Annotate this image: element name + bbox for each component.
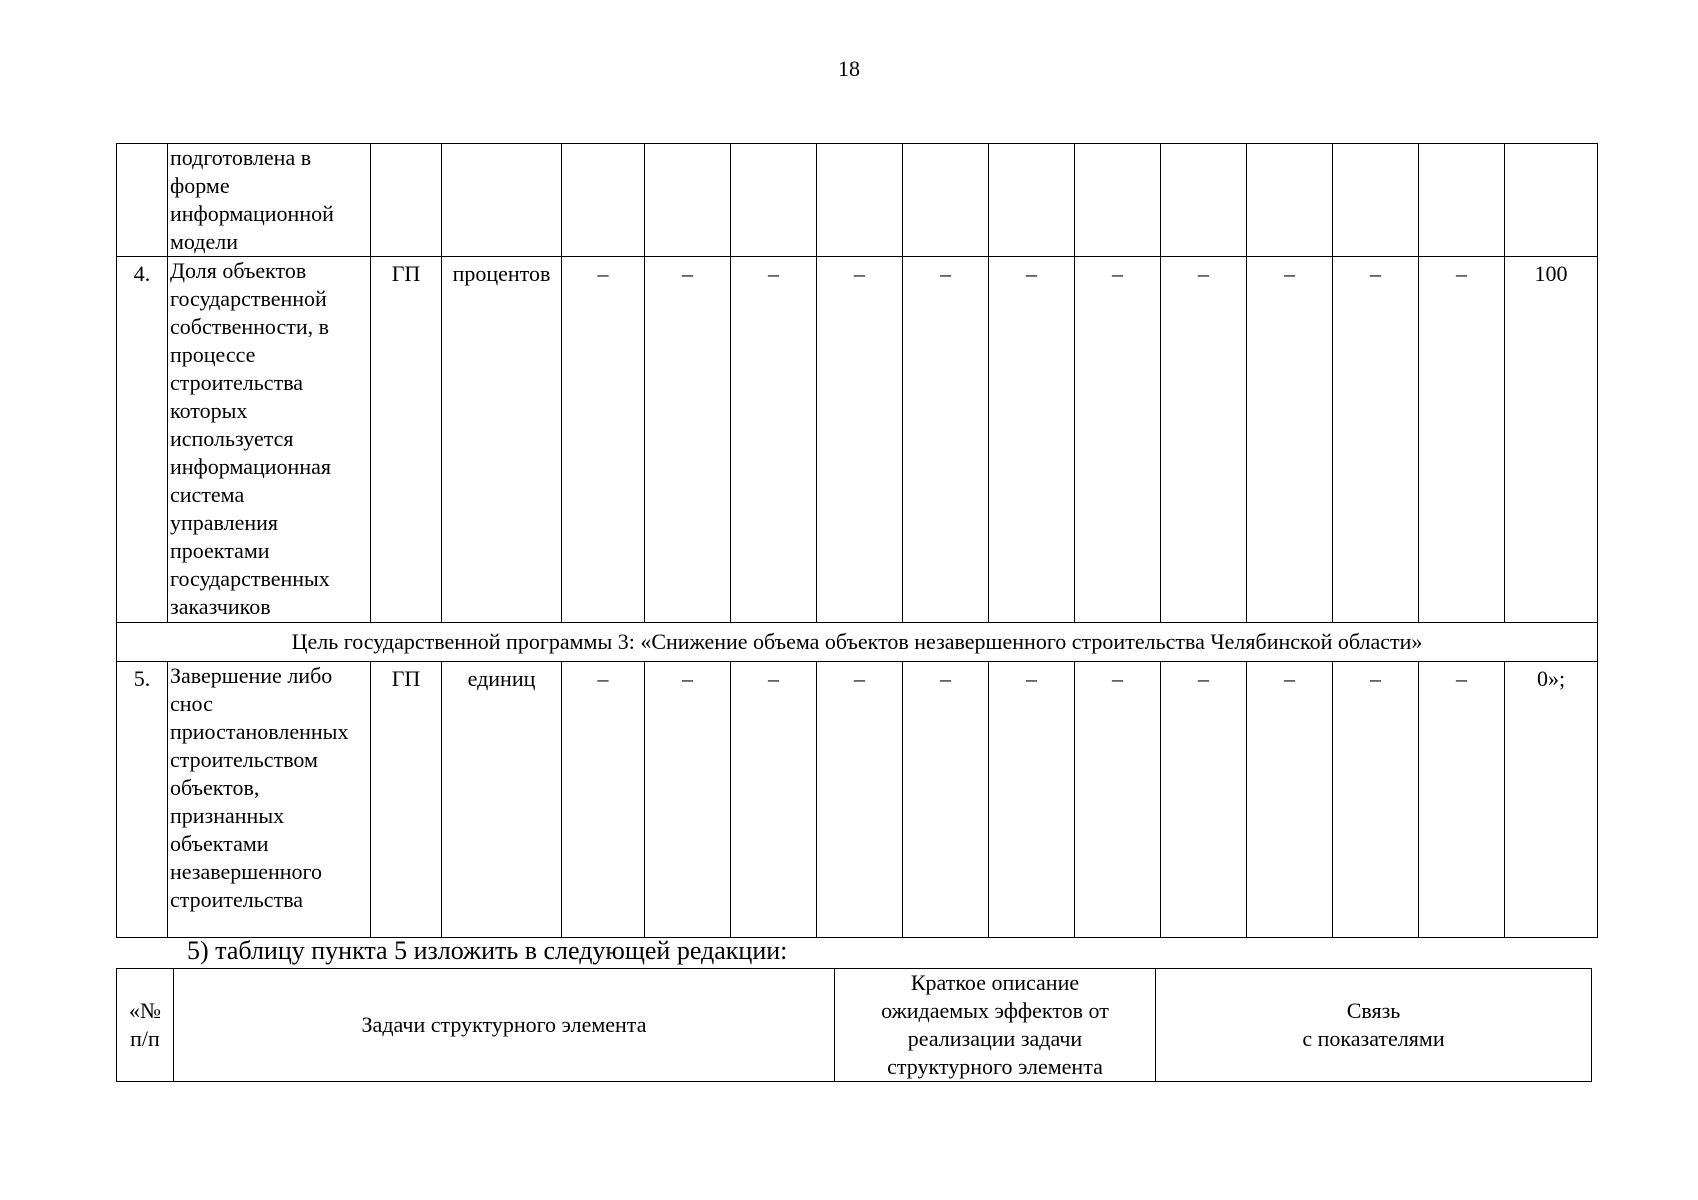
value-cell: –	[1075, 257, 1161, 623]
value-cell: –	[645, 662, 731, 938]
value-cell: –	[817, 257, 903, 623]
level-cell: ГП	[371, 257, 442, 623]
value-cell: –	[1419, 257, 1505, 623]
indicator-name-cell: Завершение либо снос приостановленных строительством объектов, признанных объектами незавершенного строительства	[168, 662, 371, 938]
row-number-cell: 4.	[117, 257, 168, 623]
value-cell: –	[1247, 257, 1333, 623]
value-cell: –	[1075, 662, 1161, 938]
header-tasks: Задачи структурного элемента	[174, 969, 835, 1082]
row-number-cell: 5.	[117, 662, 168, 938]
indicator-name-cell: подготовлена в форме информационной модели	[168, 144, 371, 257]
value-cell: –	[903, 662, 989, 938]
table-row	[117, 257, 1598, 623]
value-cell: –	[1419, 662, 1505, 938]
value-cell: –	[731, 257, 817, 623]
header-links: Связь с показателями	[1156, 969, 1592, 1082]
value-cell: –	[731, 662, 817, 938]
value-cell: –	[1247, 662, 1333, 938]
goal-row	[117, 623, 1598, 662]
header-number: «№ п/п	[117, 969, 174, 1082]
row-number-cell	[117, 144, 168, 257]
value-cell: –	[562, 662, 645, 938]
instruction-text: 5) таблицу пункта 5 изложить в следующей редакции:	[187, 936, 788, 965]
unit-cell: единиц	[442, 662, 562, 938]
value-cell: –	[1161, 662, 1247, 938]
final-value-cell: 100	[1505, 257, 1598, 623]
indicators-table	[116, 143, 1598, 938]
value-cell: –	[562, 257, 645, 623]
unit-cell: процентов	[442, 257, 562, 623]
value-cell: –	[989, 662, 1075, 938]
value-cell: –	[817, 662, 903, 938]
header-row	[117, 969, 1592, 1082]
level-cell: ГП	[371, 662, 442, 938]
value-cell: –	[1333, 662, 1419, 938]
goal-cell: Цель государственной программы 3: «Снижение объема объектов незавершенного строительства Челябинской области»	[117, 623, 1598, 662]
final-value-cell: 0»;	[1505, 662, 1598, 938]
table-row	[117, 662, 1598, 938]
value-cell: –	[645, 257, 731, 623]
table-row	[117, 144, 1598, 257]
tasks-table	[116, 968, 1592, 1082]
value-cell: –	[989, 257, 1075, 623]
value-cell: –	[1333, 257, 1419, 623]
value-cell: –	[1161, 257, 1247, 623]
header-effects: Краткое описание ожидаемых эффектов от реализации задачи структурного элемента	[835, 969, 1156, 1082]
page-number: 18	[838, 56, 860, 81]
value-cell: –	[903, 257, 989, 623]
indicator-name-cell: Доля объектов государственной собственности, в процессе строительства которых используется информационная система управления проектами государственных заказчиков	[168, 257, 371, 623]
